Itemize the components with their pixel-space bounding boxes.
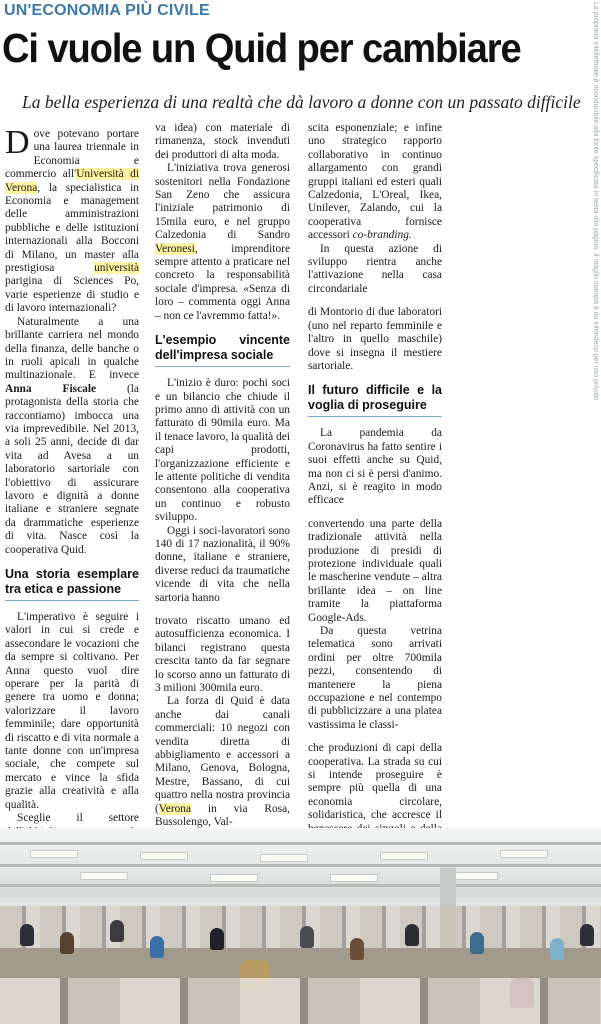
photo-beam <box>0 884 601 887</box>
paragraph: L'inizio è duro: pochi soci e un bilancio che chiude il primo anno di attività con un fatturato di 90mila euro. Ma il tenace lavoro, la qualità dei capi prodotti, l'organizzazione efficiente e le attente politiche di vendita consentono alla cooperativa un continuo e robusto sviluppo. <box>155 377 290 524</box>
workshop-photo <box>0 828 601 1024</box>
subhead: La bella esperienza di una realtà che dà lavoro a donne con un passato difficile <box>22 92 581 112</box>
photo-worker <box>300 926 314 948</box>
column-3 <box>308 122 442 917</box>
paragraph: va idea) con materiale di rimanenza, stock invenduti dei produttori di alta moda. <box>155 122 290 161</box>
section-heading: Una storia esemplare tra etica e passione <box>5 567 139 601</box>
photo-beam <box>0 842 601 845</box>
paragraph: scita esponenziale; e infine uno strategico rapporto collaborativo in continuo allargamento con grandi gruppi italiani ed esteri quali Calzedonia, L'Oreal, Ikea, Unilever, Zalando, cui la cooperativa fornisce accessori co-branding. <box>308 122 442 242</box>
paragraph: La forza di Quid è data anche dai canali commerciali: 10 negozi con vendita diretta di abbigliamento e accessori a Milano, Genova, Bologna, Mestre, Bassano, di cui quattro nella nostra provincia (Verona in via Rosa, Bussolengo, Val- <box>155 695 290 829</box>
paragraph: che produzioni di capi della cooperativa. La strada su cui si intende proseguire è sempre più quella di una economia circolare, solidaristica, che accresce il <box>308 742 442 822</box>
headline: Ci vuole un Quid per cambiare <box>2 25 521 71</box>
photo-worker <box>20 924 34 946</box>
photo-light <box>330 874 378 882</box>
paragraph: Sceglie il settore <box>17 812 139 825</box>
person-name: Anna Fiscale <box>5 382 97 395</box>
copyright-notice: La proprietà intellettuale è riconducibile alla fonte specificata in testa alla pagina. Il ritaglio stampa è da intendersi per uso privato <box>592 2 599 401</box>
photo-beam <box>0 864 601 867</box>
section-heading: Il futuro difficile e la voglia di proseguire <box>308 383 442 417</box>
drop-cap: D <box>5 124 30 161</box>
paragraph: La pandemia da Coronavirus ha fatto sentire i suoi effetti anche su Quid, ma non ci si è persi d'animo. Anzi, si è reagito in modo efficace <box>308 427 442 507</box>
paragraph: convertendo una parte della tradizionale attività nella produzione di presidi di protezione individuale quali le mascherine vendute – altra brillante idea – on line tramite la piattaforma Google-Ads. <box>308 517 442 624</box>
photo-worker <box>550 938 564 960</box>
column-1 <box>5 124 139 906</box>
photo-worker <box>405 924 419 946</box>
highlight: Veronesi <box>155 242 195 255</box>
photo-worker <box>350 938 364 960</box>
photo-light <box>450 872 498 880</box>
kicker: UN'ECONOMIA PIÙ CIVILE <box>4 2 210 19</box>
section-heading: L'esempio vincente dell'impresa sociale <box>155 333 290 367</box>
photo-worker <box>150 936 164 958</box>
paragraph: trovato riscatto umano ed autosufficienza economica. I bilanci registrano questa crescita tanto da far segnare lo scorso anno un fatturato di 3 milioni 300mila euro. <box>155 615 290 695</box>
paragraph: L'imperativo è seguire i valori in cui si crede e assecondare le vocazioni che da sempre si coltivano. Per Anna questo vuol dire operare per la parità di genere tra uomo e donna; valorizzare il lavoro femminile; dare opportunità di riscatto e di vita normale a tante donne con un'impresa sociale, che compete sul mercato e vince la sfida grazie alla creatività e alla qualità. <box>5 611 139 811</box>
paragraph: Dove potevano portare una laurea triennale in Economia e commercio all'Università di Verona, la specialistica in Economia e management delle amministrazioni pubbliche e delle istituzioni internazionali alla Bocconi di Milano, un master alla prestigiosa università parigina di Sciences Po, varie esperienze di studio e di lavoro internazionali? <box>5 124 139 315</box>
photo-light <box>380 852 428 860</box>
photo-worker <box>470 932 484 954</box>
photo-worker <box>60 932 74 954</box>
photo-light <box>30 850 78 858</box>
photo-worker <box>110 920 124 942</box>
paragraph: Naturalmente a una brillante carriera nel mondo della finanza, delle banche o in ruoli apicali in qualche multinazionale. E invece Anna Fiscale (la protagonista della storia che raccontiamo) imbocca una via imprevedibile. Nel 2013, a soli 25 anni, decide di dar vita ad Avesa a un laboratorio sartoriale con l'obiettivo di assicurare lavoro e dignità a donne italiane e straniere segnate da drammatiche esperienze di vita. Nasce così la cooperativa Quid. <box>5 315 139 556</box>
paragraph: Da questa vetrina telematica sono arrivati ordini per oltre 700mila pezzi, consentendo di mantenere la piena occupazione e nel contempo di pubblicizzare a una platea vastissima le classi- <box>308 625 442 731</box>
photo-light <box>210 874 258 882</box>
paragraph: Oggi i soci-lavoratori sono 140 di 17 nazionalità, il 90% donne, italiane e straniere, diverse reduci da traumatiche vicende di vita che nella sartoria hanno <box>155 524 290 604</box>
photo-light <box>80 872 128 880</box>
column-2 <box>155 122 290 880</box>
photo-light <box>500 850 548 858</box>
paragraph: In questa azione di sviluppo rientra anche l'attivazione nella casa circondariale <box>308 242 442 295</box>
photo-light <box>140 852 188 860</box>
photo-foreground-tables <box>0 978 601 1024</box>
photo-light <box>260 854 308 862</box>
highlight: Verona <box>158 802 192 815</box>
paragraph: di Montorio di due laboratori (uno nel reparto femminile e l'altro in quello maschile) dove si insegna il mestiere sartoriale. <box>308 306 442 372</box>
photo-ceiling <box>0 828 601 898</box>
photo-worker <box>580 924 594 946</box>
photo-worker <box>210 928 224 950</box>
paragraph: L'iniziativa trova generosi sostenitori nella Fondazione San Zeno che assicura l'iniziale patrimonio di 15mila euro, e nel gruppo Calzedonia di Sandro Veronesi, imprenditore sempre attento a praticare nel concreto la responsabilità sociale d'impresa. «Senza di loro – commenta oggi Anna – non ce l'avremmo fatta!». <box>155 162 290 322</box>
highlight: università <box>94 262 139 275</box>
highlight: Università di Verona <box>5 168 139 194</box>
